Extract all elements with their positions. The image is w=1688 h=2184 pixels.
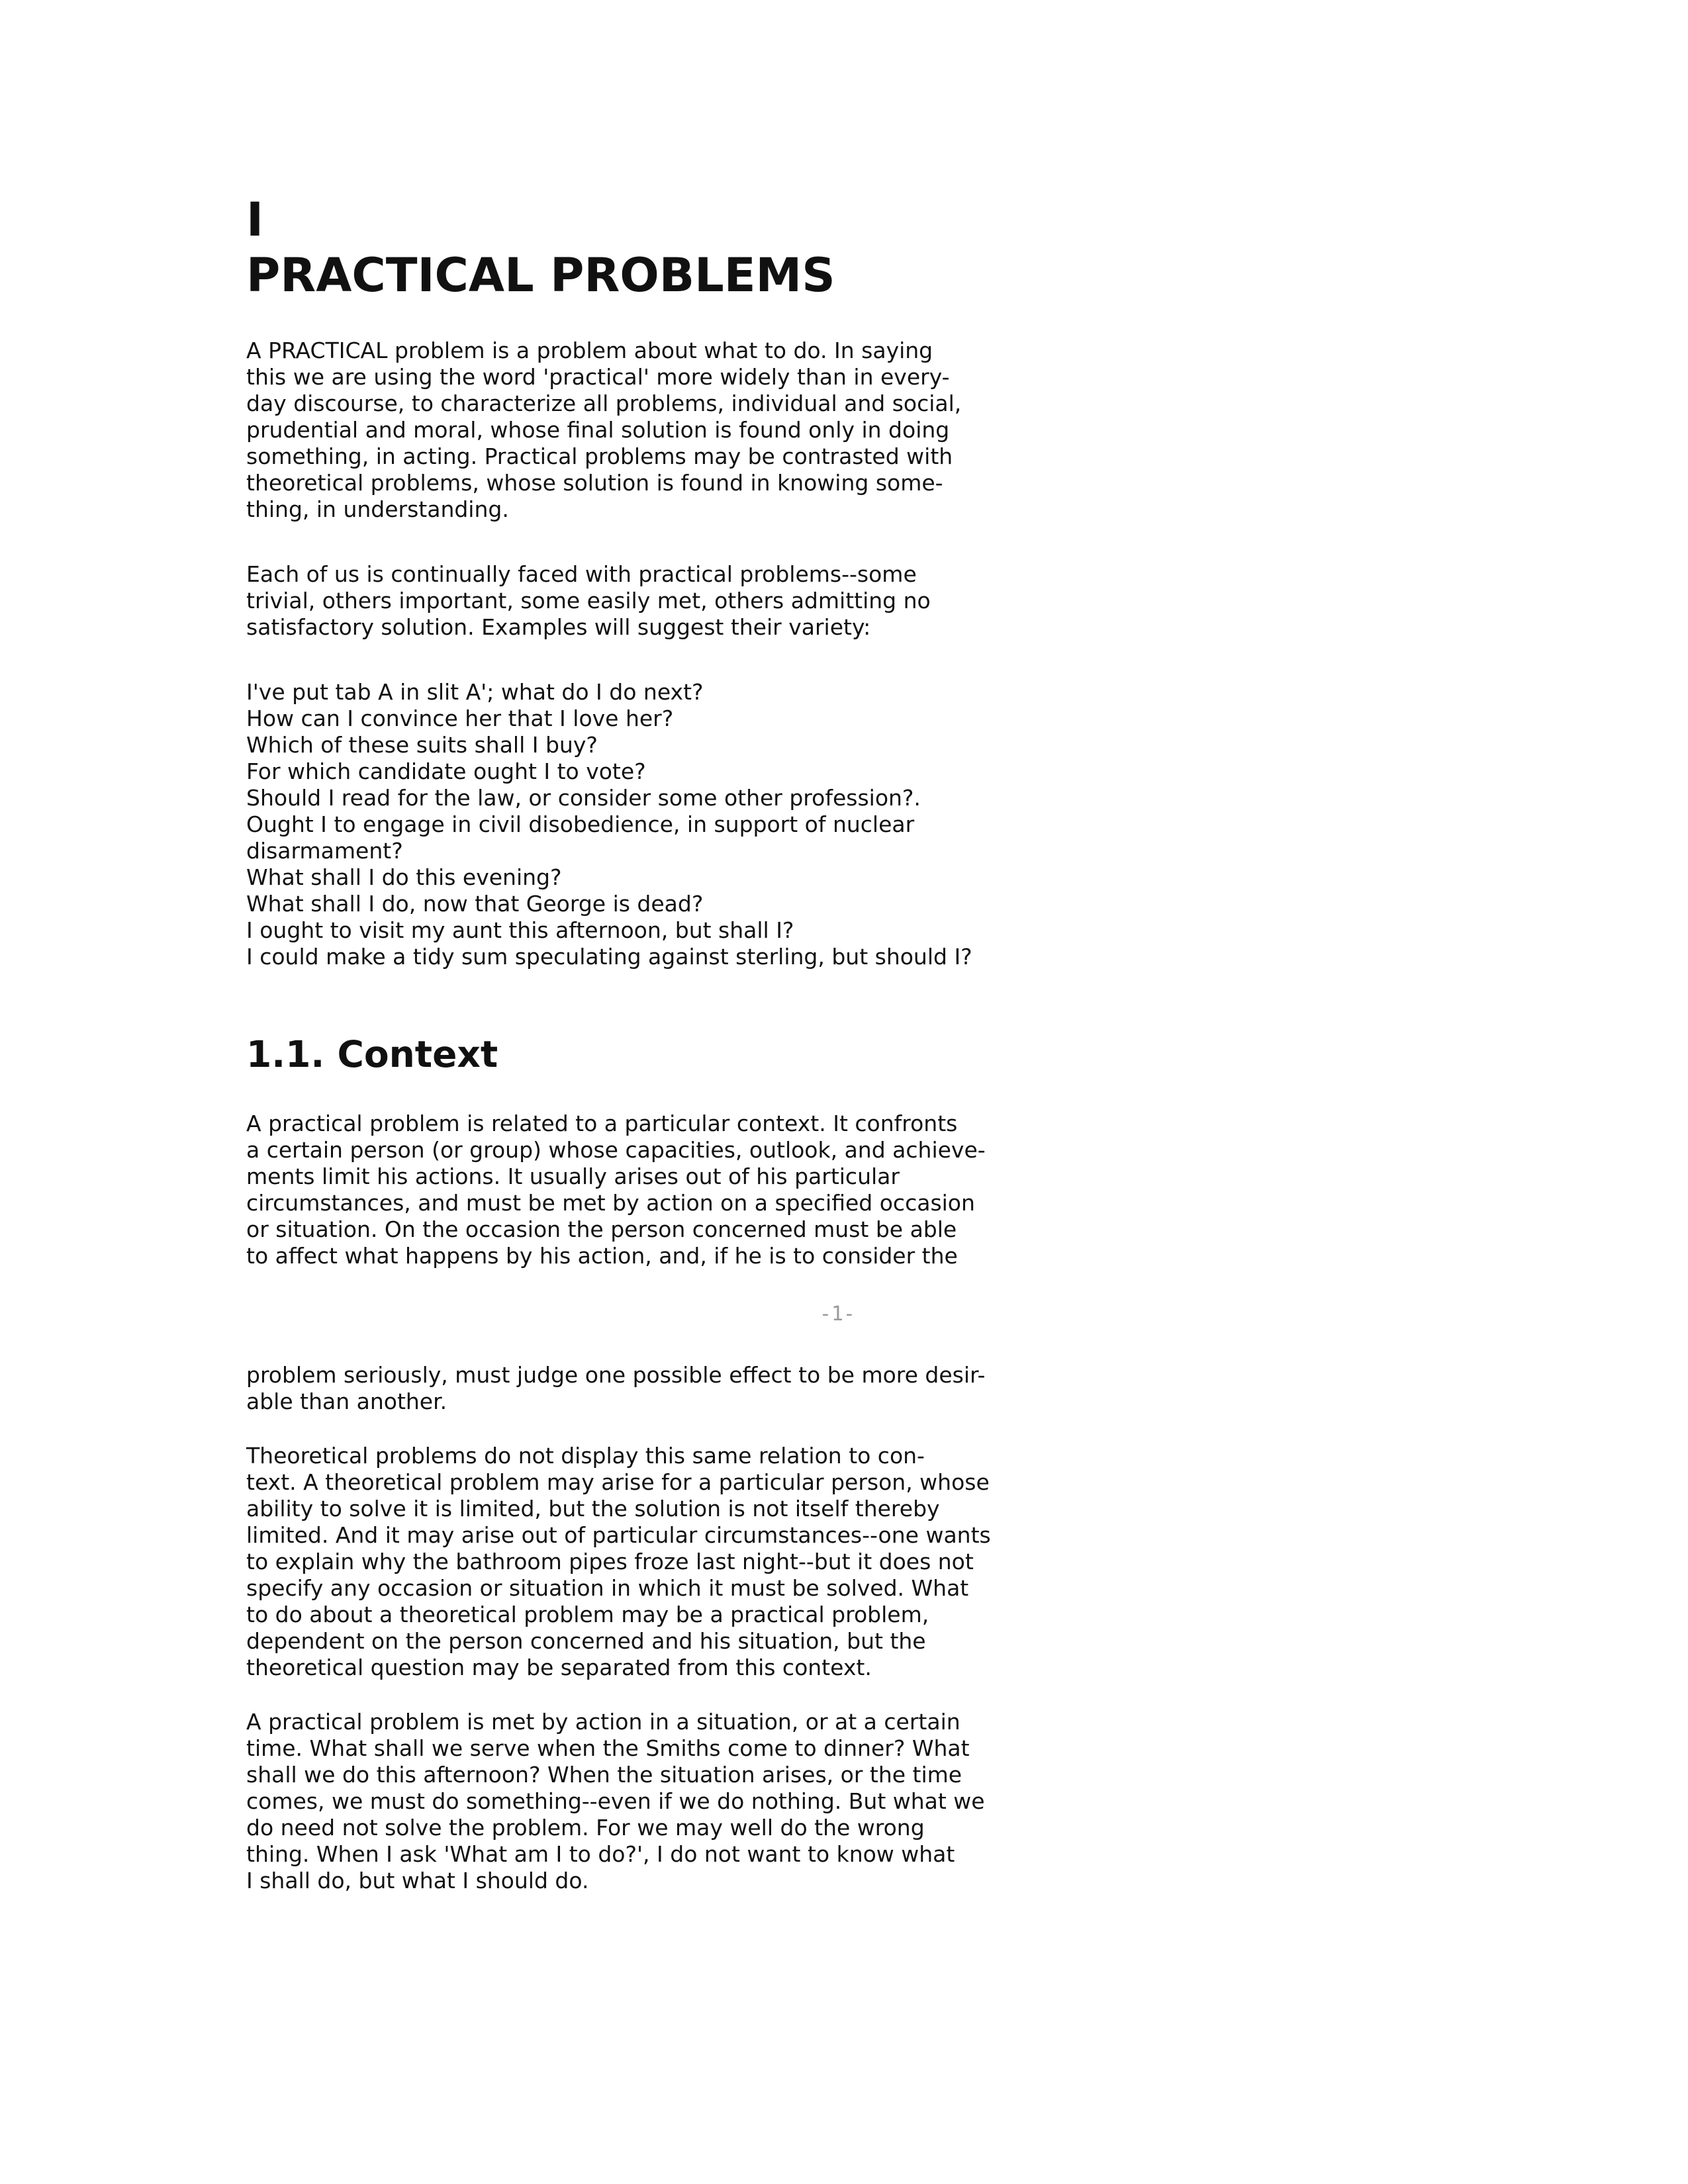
intro-paragraph-1 bbox=[246, 338, 1014, 523]
text-line: to explain why the bathroom pipes froze last night--but it does not bbox=[246, 1549, 974, 1574]
text-line: this we are using the word 'practical' more widely than in every- bbox=[246, 364, 950, 390]
section-heading: 1.1. Context bbox=[246, 1033, 498, 1075]
text-line: A PRACTICAL problem is a problem about what to do. In saying bbox=[246, 338, 933, 363]
text-line: trivial, others important, some easily met, others admitting no bbox=[246, 588, 931, 614]
list-item: Should I read for the law, or consider some other profession?. bbox=[246, 785, 921, 811]
list-item: disarmament? bbox=[246, 838, 403, 864]
text-line: to affect what happens by his action, and, if he is to consider the bbox=[246, 1243, 958, 1269]
text-line: circumstances, and must be met by action on a specified occasion bbox=[246, 1190, 975, 1216]
text-line: thing, in understanding. bbox=[246, 496, 509, 522]
text-line: able than another. bbox=[246, 1388, 447, 1414]
list-item: For which candidate ought I to vote? bbox=[246, 758, 646, 784]
chapter-title: PRACTICAL PROBLEMS bbox=[246, 248, 835, 302]
list-item: I've put tab A in slit A'; what do I do next? bbox=[246, 679, 704, 705]
text-line: ability to solve it is limited, but the solution is not itself thereby bbox=[246, 1496, 940, 1522]
section-paragraph-1-continued bbox=[246, 1362, 1014, 1415]
document-page bbox=[246, 192, 1014, 1894]
text-line: Each of us is continually faced with practical problems--some bbox=[246, 561, 917, 587]
text-line: limited. And it may arise out of particular circumstances--one wants bbox=[246, 1522, 991, 1548]
text-line: A practical problem is related to a particular context. It confronts bbox=[246, 1111, 958, 1136]
text-line: satisfactory solution. Examples will suggest their variety: bbox=[246, 614, 871, 640]
list-item: How can I convince her that I love her? bbox=[246, 705, 674, 731]
section-paragraph-3 bbox=[246, 1709, 1014, 1894]
text-line: day discourse, to characterize all problems, individual and social, bbox=[246, 390, 962, 416]
list-item: Ought I to engage in civil disobedience, in support of nuclear bbox=[246, 811, 915, 837]
chapter-heading bbox=[246, 192, 1014, 303]
text-line: or situation. On the occasion the person concerned must be able bbox=[246, 1216, 957, 1242]
examples-list bbox=[246, 679, 1014, 970]
text-line: theoretical problems, whose solution is found in knowing some- bbox=[246, 470, 943, 496]
chapter-number: I bbox=[246, 193, 264, 247]
text-line: Theoretical problems do not display this same relation to con- bbox=[246, 1443, 925, 1469]
section-paragraph-1 bbox=[246, 1111, 1014, 1269]
text-line: problem seriously, must judge one possible effect to be more desir- bbox=[246, 1362, 986, 1388]
text-line: thing. When I ask 'What am I to do?', I do not want to know what bbox=[246, 1841, 955, 1867]
text-line: prudential and moral, whose final solution is found only in doing bbox=[246, 417, 950, 443]
text-line: text. A theoretical problem may arise for a particular person, whose bbox=[246, 1469, 990, 1495]
text-line: to do about a theoretical problem may be a practical problem, bbox=[246, 1602, 929, 1627]
list-item: I ought to visit my aunt this afternoon, but shall I? bbox=[246, 917, 794, 943]
list-item: What shall I do, now that George is dead? bbox=[246, 891, 704, 917]
text-line: do need not solve the problem. For we may well do the wrong bbox=[246, 1815, 925, 1841]
text-line: time. What shall we serve when the Smiths come to dinner? What bbox=[246, 1735, 970, 1761]
text-line: ments limit his actions. It usually arises out of his particular bbox=[246, 1163, 900, 1189]
page-number: -1- bbox=[819, 1302, 855, 1326]
list-item: What shall I do this evening? bbox=[246, 864, 562, 890]
text-line: specify any occasion or situation in which it must be solved. What bbox=[246, 1575, 969, 1601]
text-line: comes, we must do something--even if we do nothing. But what we bbox=[246, 1788, 985, 1814]
text-line: shall we do this afternoon? When the situation arises, or the time bbox=[246, 1762, 962, 1788]
list-item: I could make a tidy sum speculating against sterling, but should I? bbox=[246, 944, 972, 970]
list-item: Which of these suits shall I buy? bbox=[246, 732, 598, 758]
text-line: a certain person (or group) whose capacities, outlook, and achieve- bbox=[246, 1137, 986, 1163]
text-line: dependent on the person concerned and his situation, but the bbox=[246, 1628, 926, 1654]
text-line: something, in acting. Practical problems may be contrasted with bbox=[246, 443, 953, 469]
text-line: I shall do, but what I should do. bbox=[246, 1868, 589, 1893]
intro-paragraph-2 bbox=[246, 561, 1014, 641]
text-line: theoretical question may be separated from this context. bbox=[246, 1655, 872, 1680]
section-paragraph-2 bbox=[246, 1443, 1014, 1681]
text-line: A practical problem is met by action in a situation, or at a certain bbox=[246, 1709, 961, 1735]
